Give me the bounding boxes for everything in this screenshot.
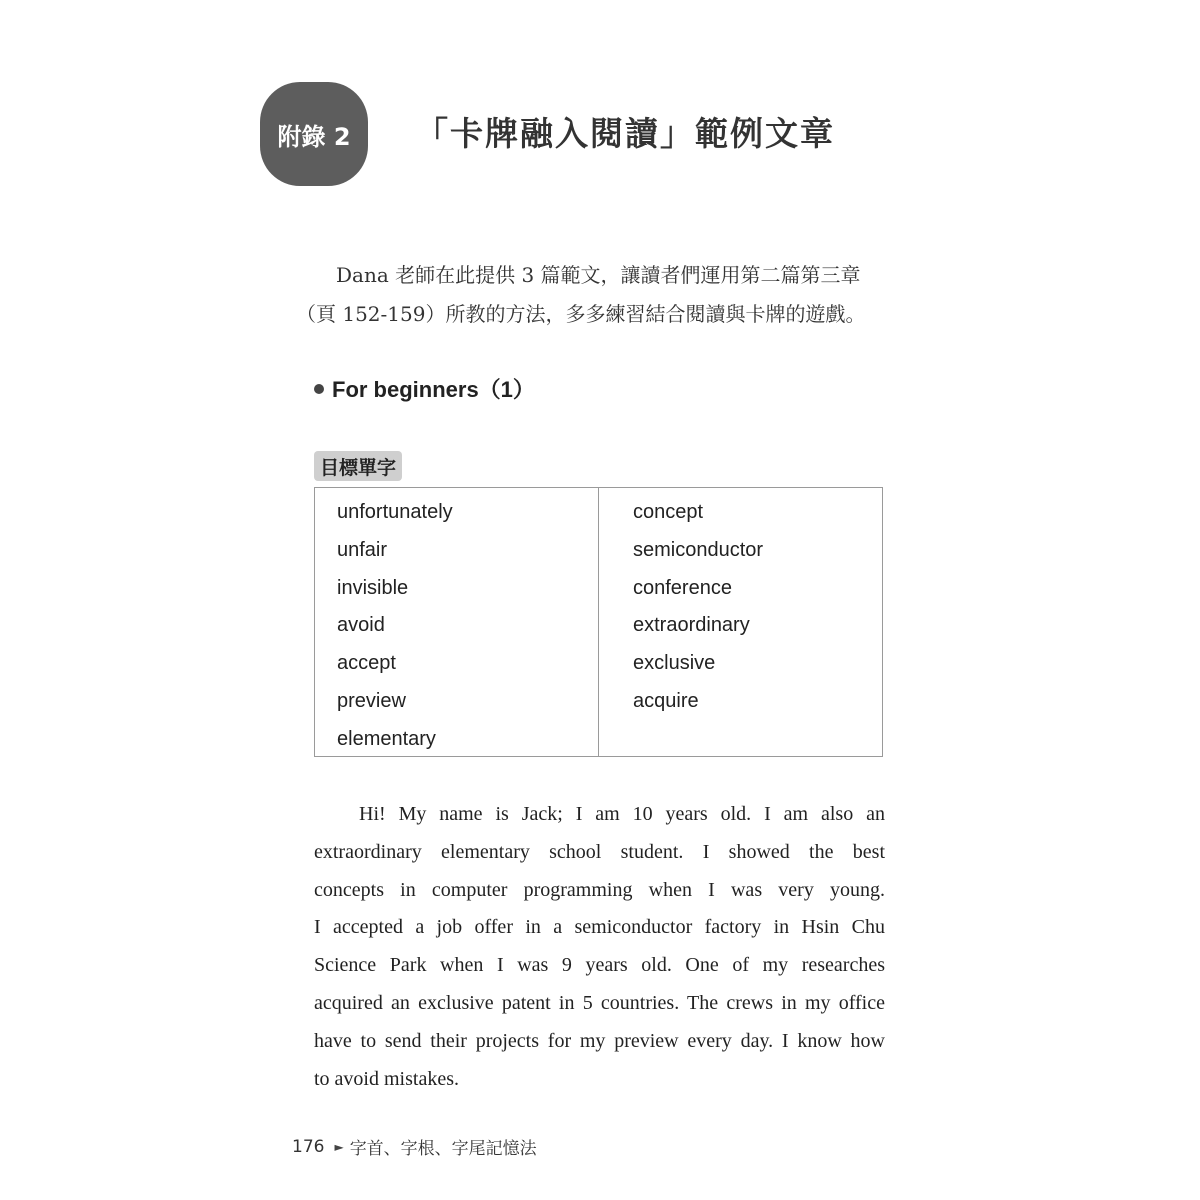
appendix-badge-label: 附錄 2 [277,122,351,151]
vocab-word: avoid [337,614,385,637]
page-title: 「卡牌融入閱讀」範例文章 [415,114,835,153]
intro-line-2: （頁 152-159）所教的方法，多多練習結合閱讀與卡牌的遊戲。 [296,302,866,326]
vocab-word: extraordinary [633,614,750,637]
story-line: extraordinary elementary school student. I showed the best [314,840,885,863]
vocab-word: elementary [337,727,436,750]
vocab-word: preview [337,689,406,712]
story-line: concepts in computer programming when I was very young. [314,878,885,901]
vocab-word: unfortunately [337,501,453,523]
bullet-icon [314,384,324,394]
story-line: Science Park when I was 9 years old. One of my researches [314,954,885,977]
vocab-word: exclusive [633,652,716,675]
story-line: to avoid mistakes. [314,1067,459,1090]
story-line: acquired an exclusive patent in 5 countries. The crews in my office [314,991,885,1014]
story-line: have to send their projects for my preview every day. I know how [314,1029,885,1052]
story-paragraph [314,796,885,1098]
appendix-badge [260,82,368,186]
vocab-word: accept [337,652,396,675]
page-number: 176 [292,1136,325,1157]
triangle-right-icon: ► [334,1139,344,1154]
vocab-word: acquire [633,689,699,712]
vocab-word: invisible [337,576,409,599]
section-heading-text: For beginners（1） [332,377,535,402]
vocab-word: unfair [337,538,388,561]
intro-paragraph [296,256,916,334]
section-heading [314,373,535,404]
vocab-column-right [599,488,882,756]
vocab-word: semiconductor [633,538,764,561]
story-line: Hi! My name is Jack; I am 10 years old. I am also an [359,803,885,825]
page-footer [292,1134,537,1159]
vocab-word: conference [633,576,732,599]
vocab-table [314,487,883,757]
vocab-label: 目標單字 [314,451,402,481]
story-line: I accepted a job offer in a semiconductor factory in Hsin Chu [314,916,885,939]
vocab-word: concept [633,501,704,523]
book-title: 字首、字根、字尾記憶法 [349,1139,537,1159]
vocab-column-left [315,488,599,756]
intro-line-1: Dana 老師在此提供 3 篇範文，讓讀者們運用第二篇第三章 [336,263,861,287]
